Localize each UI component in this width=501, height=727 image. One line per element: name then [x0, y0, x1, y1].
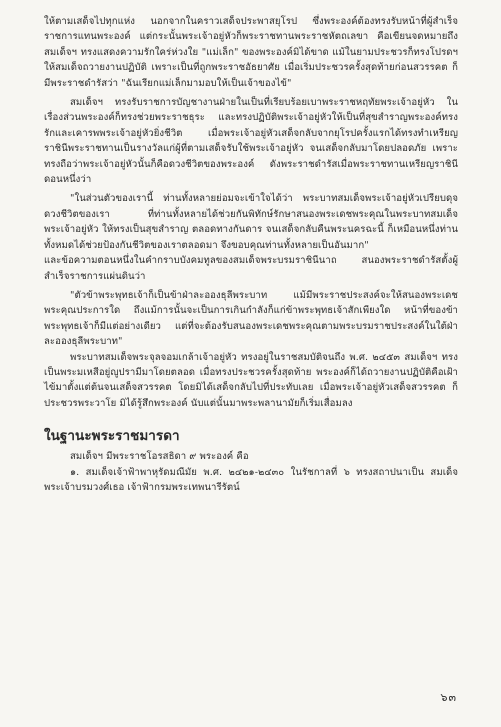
- section-intro: สมเด็จฯ มีพระราชโอรสธิดา ๙ พระองค์ คือ: [70, 451, 249, 463]
- list-item: ๑. สมเด็จเจ้าฟ้าพาหุรัดมณีมัย พ.ศ. ๒๔๒๑-๒๔๓๐ ในรัชกาลที่ ๖ ทรงสถาปนาเป็น สมเด็จพระเจ้าบรมวงศ์เธอ เจ้าฟ้ากรมพระเทพนารีรัตน์: [44, 466, 458, 493]
- paragraph-2: สมเด็จฯ ทรงรับราชการบัญชางานฝ่ายในเป็นที่เรียบร้อยเบาพระราชหฤทัยพระเจ้าอยู่หัว ในเรื่องส่วนพระองค์ก็ทรงช่วยพระราชธุระ และทรงปฏิบัติพระเจ้าอยู่หัวให้เป็นที่สุขสำราญพระองค์ทรงรักและเคารพพระเจ้าอยู่หัวยิ่งชีวิต เมื่อพระเจ้าอยู่หัวเสด็จกลับจากยุโรปครั้งแรกได้ทรงทำเหรียญราชินีพระราชทานเป็นรางวัลแก่ผู้ที่ตามเสด็จรับใช้พระเจ้าอยู่หัว จนเสด็จกลับมาโดยปลอดภัย เพราะทรงถือว่าพระเจ้าอยู่หัวนั้นก็คือดวงชีวิตของพระองค์ ดังพระราชดำรัสเมื่อพระราชทานเหรียญราชินีดอนหนึ่งว่า: [44, 97, 458, 186]
- paragraph-3: และข้อความตอนหนึ่งในคำกราบบังคมทูลของสมเด็จพระบรมราชินีนาถ สนองพระราชดำรัสตั้งผู้สำเร็จราชการแผ่นดินว่า: [44, 255, 458, 282]
- body-text: [44, 14, 458, 495]
- page-number: ๖๓: [440, 691, 457, 704]
- section-heading: ในฐานะพระราชมารดา: [44, 428, 180, 445]
- paragraph-4: พระบาทสมเด็จพระจุลจอมเกล้าเจ้าอยู่หัว ทรงอยู่ในราชสมบัติจนถึง พ.ศ. ๒๔๕๓ สมเด็จฯ ทรงเป็นพระมเหสีอยู่ญูปรามีมาโดยตลอด เมื่อทรงประชวรครั้งสุดท้าย พระองค์ก็ได้ถวายงานปฏิบัติคือเฝ้าไข้มาตั้งแต่ต้นจนเสด็จสวรรคต โดยมิได้เสด็จกลับไปที่ประทับเลย เมื่อพระเจ้าอยู่หัวเสด็จสวรรคต ก็ประชวรพระวาโย มิได้รู้สึกพระองค์ นับแต่นั้นมาพระพลานามัยก็เริ่มเสื่อมลง: [44, 351, 458, 409]
- quote-2: "ตัวข้าพระพุทธเจ้าก็เป็นข้าฝ่าละอองธุลีพระบาท แม้มีพระราชประสงค์จะให้สนองพระเดชพระคุณประการใด ถึงแม้การนั้นจะเป็นการเกินกำลังก็แก่ข้าพระพุทธเจ้าสักเพียงใด หน้าที่ของข้าพระพุทธเจ้าก็มีแต่อย่างเดียว แต่ที่จะต้องรับสนองพระเดชพระคุณตามพระบรมราชประสงค์ในใต้ฝ่าละอองธุลีพระบาท": [44, 289, 458, 348]
- quote-1: "ในส่วนตัวของเรานี้ ท่านทั้งหลายย่อมจะเข้าใจได้ว่า พระบาทสมเด็จพระเจ้าอยู่หัวเปรียบดุจดวงชีวิตของเรา ที่ท่านทั้งหลายได้ช่วยกันพิทักษ์รักษาสนองพระเดชพระคุณในพระบาทสมเด็จพระเจ้าอยู่หัว ให้ทรงเป็นสุขสำราญ ตลอดทางกันดาร จนเสด็จกลับคืนพระนครฉะนี้ ก็เหมือนหนึ่งท่านทั้งหมดได้ช่วยป้องกันชีวิตของเราตลอดมา จึงขอบคุณท่านทั้งหลายเป็นอันมาก": [44, 193, 458, 251]
- paragraph-1: ให้ตามเสด็จไปทุกแห่ง นอกจากในคราวเสด็จประพาสยุโรป ซึ่งพระองค์ต้องทรงรับหน้าที่ผู้สำเร็จราชการแทนพระองค์ แต่กระนั้นพระเจ้าอยู่หัวก็พระราชทานพระราชหัตถเลขา คือเขียนจดหมายถึงสมเด็จฯ ทรงแสดงความรักใคร่ห่วงใย "แม่เล็ก" ของพระองค์มิได้ขาด แม้ในยามประชวรก็ทรงโปรดฯ ให้สมเด็จถวายงานปฏิบัติ เพราะเป็นที่ถูกพระราชอัธยาศัย เมื่อเริ่มประชวรครั้งสุดท้ายก่อนสวรรคต ก็มีพระราชดำรัสว่า "ฉันเรียกแม่เล็กมามอบให้เป็นเจ้าของไข้": [44, 16, 458, 89]
